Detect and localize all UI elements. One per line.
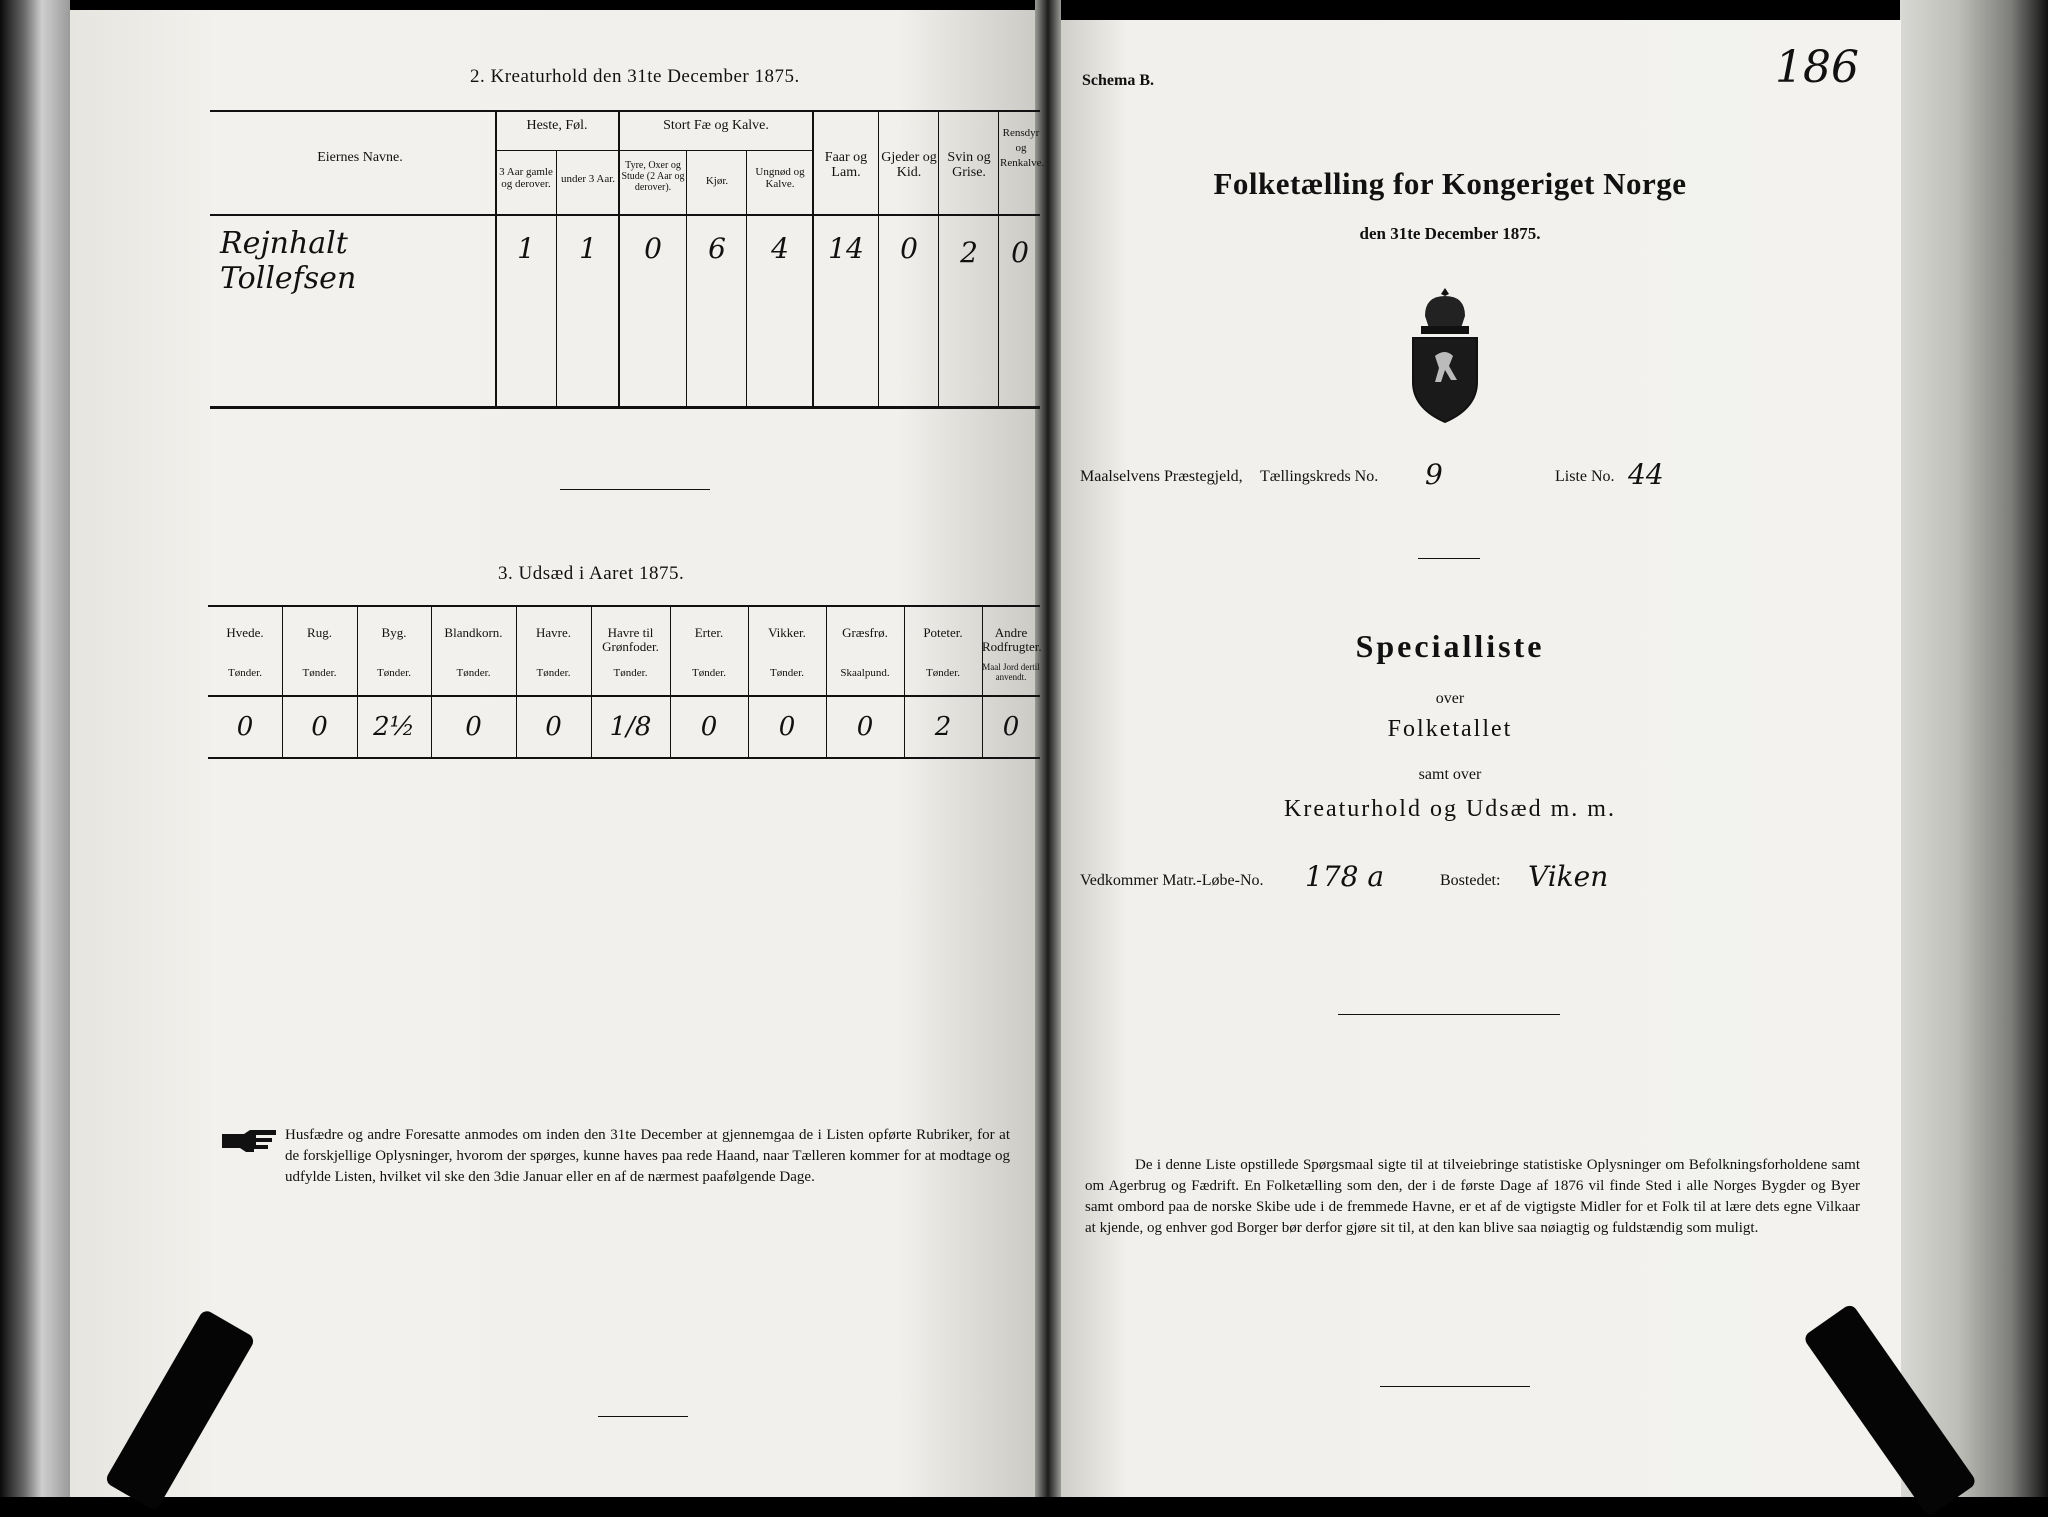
crop-header: Blandkorn. <box>444 625 503 640</box>
crop-header: Vikker. <box>768 625 806 640</box>
table2-header-rule <box>210 214 1040 216</box>
right-mid-rule <box>1338 1014 1560 1015</box>
horses-header: Heste, Føl. <box>526 118 588 133</box>
section2-title: 2. Kreaturhold den 31te December 1875. <box>470 66 800 87</box>
goats-value: 0 <box>900 232 918 265</box>
horses-adult-header: 3 Aar gamle og derover. <box>499 166 553 190</box>
crop-value: 0 <box>545 712 562 742</box>
table2-vline <box>746 150 747 408</box>
table2-vline <box>878 110 879 408</box>
crop-value: 1/8 <box>609 712 652 742</box>
crop-header: Havre. <box>535 625 571 640</box>
cattle-young-header: Ungnød og Kalve. <box>755 166 805 190</box>
notice-text: Husfædre og andre Foresatte anmodes om inden den 31te December at gjennemgaa de i Listen opførte Rubriker, for at de forskjellige Oplysninger, hvorom der spørges, kunne haves paa rede Haand, naar Tælleren kommer for at modtage og udfylde Listen, hvilket vil ske den 3die Januar eller en af de nærmest paafølgende Dage. <box>285 1127 1010 1185</box>
bosted-label: Bostedet: <box>1440 872 1501 889</box>
table2-bottom-rule <box>210 406 1040 409</box>
footer-text: De i denne Liste opstillede Spørgsmaal sigte til at tilveiebringe statistiske Oplysninger om Befolkningsforholdene samt om Agerbrug og Fædrift. En Folketælling som den, der i de første Dage af 1876 vil finde Sted i alle Norges Bygder og Byer samt ombord paa de norske Skibe ude i de fremmede Havne, er et af de vigtigste Midler for et Folk til at lære dets egne Vilkaar at kjende, og enhver god Borger bør derfor gjøre sit til, at den kan blive saa nøiagtig og fuldstændig som muligt. <box>1085 1157 1860 1236</box>
crop-value: 0 <box>778 712 796 742</box>
table2-vline <box>686 150 687 408</box>
samt-text: samt over <box>1418 766 1482 783</box>
table2-vline <box>556 150 557 408</box>
crop-unit: Tønder. <box>456 667 491 679</box>
crop-value: 0 <box>465 712 482 742</box>
crop-header: Byg. <box>381 625 407 640</box>
left-book-edge <box>0 0 70 1497</box>
crop-header: Hvede. <box>226 625 264 640</box>
crop-value: 2 <box>934 712 952 742</box>
district-value: 9 <box>1425 458 1443 491</box>
crop-unit: Maal Jord dertil anvendt. <box>982 662 1040 682</box>
crop-unit: Tønder. <box>302 667 337 679</box>
page-number: 186 <box>1775 42 1859 93</box>
table3-header-rule <box>208 695 1040 697</box>
bosted-value: Viken <box>1528 860 1609 893</box>
crop-unit: Tønder. <box>770 667 804 679</box>
horses-young-header: under 3 Aar. <box>560 173 616 185</box>
table3-bottom-rule <box>208 757 1040 759</box>
horses-young-value: 1 <box>579 232 597 265</box>
crop-unit: Tønder. <box>926 667 960 679</box>
special-title: Specialliste <box>1355 628 1545 664</box>
over-text: over <box>1435 690 1465 707</box>
sheep-header: Faar og Lam. <box>824 150 868 180</box>
table2-cattle-sub-rule <box>620 150 812 151</box>
crop-value: 0 <box>1002 712 1020 742</box>
kreatur-text: Kreaturhold og Udsæd m. m. <box>1284 796 1616 822</box>
sheep-value: 14 <box>828 232 864 265</box>
table2-top-rule <box>210 110 1040 112</box>
right-divider <box>1418 558 1480 559</box>
crop-header: Græsfrø. <box>842 625 888 640</box>
reindeer-value: 0 <box>1011 236 1029 269</box>
crop-value: 0 <box>236 712 254 742</box>
reindeer-header: Rensdyr og Renkalve. <box>1000 127 1045 169</box>
crop-header: Erter. <box>694 625 724 640</box>
crop-unit: Tønder. <box>536 667 571 679</box>
pigs-value: 2 <box>960 236 978 269</box>
cattle-cows-header: Kjør. <box>705 175 729 187</box>
parish-label: Maalselvens Præstegjeld, <box>1080 468 1243 485</box>
table2-vline <box>812 110 814 408</box>
gutter <box>1035 0 1061 1497</box>
section3-title: 3. Udsæd i Aaret 1875. <box>498 563 685 584</box>
list-value: 44 <box>1628 458 1664 491</box>
crop-unit: Skaalpund. <box>840 667 890 679</box>
matr-value: 178 a <box>1305 860 1385 893</box>
crop-unit: Tønder. <box>692 667 726 679</box>
cattle-header: Stort Fæ og Kalve. <box>663 118 769 133</box>
pigs-header: Svin og Grise. <box>947 150 991 180</box>
crop-header: Poteter. <box>923 625 963 640</box>
cattle-bulls-header: Tyre, Oxer og Stude (2 Aar og derover). <box>621 160 685 193</box>
horses-adult-value: 1 <box>517 232 535 265</box>
crop-header: Andre Rodfrugter. <box>982 625 1042 654</box>
cattle-young-value: 4 <box>771 232 789 265</box>
crop-header: Havre til Grønfoder. <box>602 625 659 654</box>
goats-header: Gjeder og Kid. <box>881 150 937 180</box>
main-title: Folketælling for Kongeriget Norge <box>1213 166 1687 201</box>
main-date: den 31te December 1875. <box>1359 224 1541 243</box>
crop-value: 0 <box>856 712 874 742</box>
crop-header: Rug. <box>307 625 332 640</box>
matr-label: Vedkommer Matr.-Løbe-No. <box>1080 872 1264 889</box>
right-book-edge <box>1900 0 2048 1497</box>
schema-label: Schema B. <box>1082 72 1154 89</box>
table2-vline <box>618 110 620 408</box>
crop-value: 2½ <box>373 712 415 742</box>
folketallet-text: Folketallet <box>1387 716 1513 742</box>
right-bottom-rule <box>1380 1386 1530 1387</box>
left-bottom-rule <box>598 1416 688 1417</box>
owner-name: Rejnhalt Tollefsen <box>220 226 357 296</box>
crop-unit: Tønder. <box>228 667 262 679</box>
list-label: Liste No. <box>1555 468 1615 485</box>
owner-header: Eiernes Navne. <box>317 150 403 165</box>
coat-of-arms-icon <box>1405 286 1485 424</box>
pointing-hand-icon <box>220 1124 280 1154</box>
left-divider <box>560 489 710 490</box>
crop-unit: Tønder. <box>613 667 648 679</box>
crop-value: 0 <box>311 712 328 742</box>
table2-vline <box>938 110 939 408</box>
cattle-bulls-value: 0 <box>644 232 662 265</box>
table3-top-rule <box>208 605 1040 607</box>
district-label: Tællingskreds No. <box>1260 468 1379 485</box>
cattle-cows-value: 6 <box>708 232 726 265</box>
crop-value: 0 <box>700 712 718 742</box>
table2-vline <box>998 110 999 408</box>
crop-unit: Tønder. <box>377 667 411 679</box>
